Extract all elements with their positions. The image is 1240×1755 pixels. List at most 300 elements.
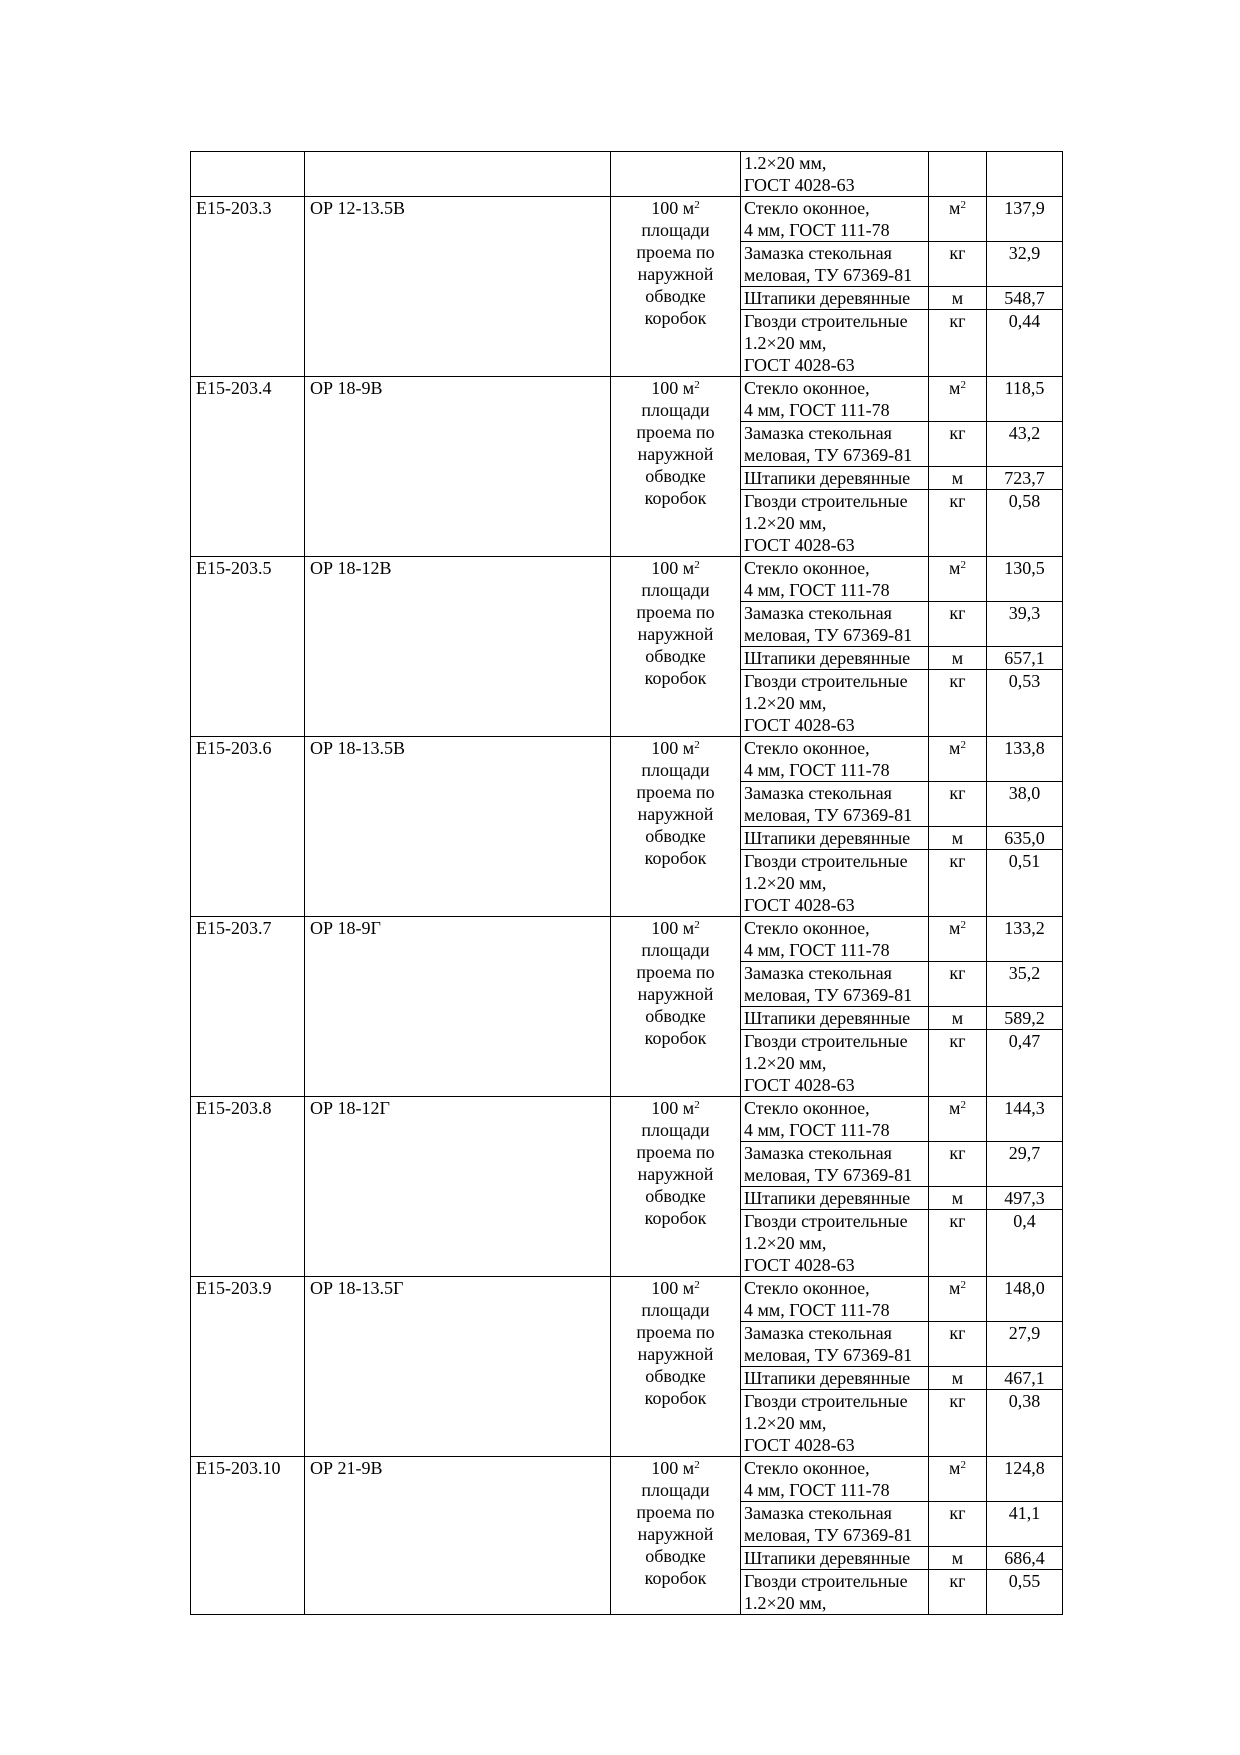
window-type-cell: ОР 18-13.5Г bbox=[305, 1277, 611, 1457]
unit-cell bbox=[929, 377, 987, 422]
text-line: ГОСТ 4028-63 bbox=[744, 1435, 855, 1455]
qty-cell: 0,58 bbox=[987, 490, 1063, 557]
unit-cell bbox=[929, 670, 987, 737]
text-line: Штапики деревянные bbox=[744, 648, 911, 668]
qty-cell: 686,4 bbox=[987, 1547, 1063, 1570]
text-line: 4 мм, ГОСТ 111-78 bbox=[744, 400, 890, 420]
text-line: наружной bbox=[637, 1164, 714, 1184]
unit-text: м bbox=[949, 378, 961, 398]
text-line: Стекло оконное, bbox=[744, 378, 870, 398]
text-line: Замазка стекольная bbox=[744, 1323, 892, 1343]
qty-cell: 635,0 bbox=[987, 827, 1063, 850]
text-line: обводке bbox=[645, 1186, 706, 1206]
unit-text: кг bbox=[949, 1143, 966, 1163]
unit-text: м bbox=[949, 738, 961, 758]
measure-amount bbox=[613, 557, 738, 579]
norm-code-cell: Е15-203.8 bbox=[191, 1097, 305, 1277]
text-line: Замазка стекольная bbox=[744, 963, 892, 983]
text-line: ГОСТ 4028-63 bbox=[744, 355, 855, 375]
measure-power: 2 bbox=[694, 379, 700, 391]
material-cell bbox=[741, 490, 929, 557]
unit-text: м bbox=[949, 558, 961, 578]
text-line: Штапики деревянные bbox=[744, 1008, 911, 1028]
unit-power: 2 bbox=[960, 379, 966, 391]
unit-power: 2 bbox=[960, 1279, 966, 1291]
unit-cell bbox=[929, 1390, 987, 1457]
unit-power: 2 bbox=[960, 739, 966, 751]
text-line: площади bbox=[641, 760, 710, 780]
text-line: ГОСТ 4028-63 bbox=[744, 535, 855, 555]
text-line: коробок bbox=[644, 1028, 707, 1048]
text-line: наружной bbox=[637, 984, 714, 1004]
qty-cell: 29,7 bbox=[987, 1142, 1063, 1187]
material-cell bbox=[741, 1322, 929, 1367]
material-cell bbox=[741, 467, 929, 490]
group-first-row bbox=[191, 377, 1063, 422]
text-line: меловая, ТУ 67369-81 bbox=[744, 1165, 913, 1185]
group-first-row bbox=[191, 1277, 1063, 1322]
measure-amount-text: 100 м bbox=[651, 1458, 695, 1478]
unit-text: м bbox=[951, 288, 964, 308]
text-line: 4 мм, ГОСТ 111-78 bbox=[744, 940, 890, 960]
unit-power: 2 bbox=[960, 1099, 966, 1111]
measure-amount bbox=[613, 197, 738, 219]
material-cell bbox=[741, 377, 929, 422]
unit-cell bbox=[929, 1502, 987, 1547]
unit-cell bbox=[929, 557, 987, 602]
unit-text: кг bbox=[949, 1323, 966, 1343]
qty-cell: 133,2 bbox=[987, 917, 1063, 962]
text-line: Замазка стекольная bbox=[744, 1143, 892, 1163]
text-line: 4 мм, ГОСТ 111-78 bbox=[744, 1480, 890, 1500]
qty-cell: 144,3 bbox=[987, 1097, 1063, 1142]
text-line: 4 мм, ГОСТ 111-78 bbox=[744, 1300, 890, 1320]
text-line: 1.2×20 мм, bbox=[744, 513, 827, 533]
text-line: 1.2×20 мм, bbox=[744, 693, 827, 713]
unit-text: кг bbox=[949, 243, 966, 263]
unit-cell bbox=[929, 1142, 987, 1187]
measure-cell bbox=[611, 152, 741, 197]
text-line: наружной bbox=[637, 444, 714, 464]
unit-text: м bbox=[949, 918, 961, 938]
window-type-cell: ОР 21-9В bbox=[305, 1457, 611, 1615]
unit-text: м bbox=[951, 1548, 964, 1568]
unit-text: м bbox=[949, 1278, 961, 1298]
unit-text: кг bbox=[949, 491, 966, 511]
text-line: меловая, ТУ 67369-81 bbox=[744, 805, 913, 825]
text-line: обводке bbox=[645, 286, 706, 306]
unit-cell bbox=[929, 490, 987, 557]
unit-power: 2 bbox=[960, 559, 966, 571]
text-line: коробок bbox=[644, 308, 707, 328]
measure-amount-text: 100 м bbox=[651, 1098, 695, 1118]
text-line: меловая, ТУ 67369-81 bbox=[744, 1345, 913, 1365]
unit-text: м bbox=[951, 468, 964, 488]
material-cell bbox=[741, 1097, 929, 1142]
unit-power: 2 bbox=[960, 1459, 966, 1471]
unit-text: кг bbox=[949, 963, 966, 983]
qty-cell: 27,9 bbox=[987, 1322, 1063, 1367]
text-line: коробок bbox=[644, 668, 707, 688]
qty-cell: 41,1 bbox=[987, 1502, 1063, 1547]
material-cell bbox=[741, 602, 929, 647]
text-line: меловая, ТУ 67369-81 bbox=[744, 1525, 913, 1545]
text-line: Замазка стекольная bbox=[744, 603, 892, 623]
unit-cell bbox=[929, 782, 987, 827]
text-line: площади bbox=[641, 220, 710, 240]
qty-cell: 467,1 bbox=[987, 1367, 1063, 1390]
qty-cell: 657,1 bbox=[987, 647, 1063, 670]
material-cell bbox=[741, 850, 929, 917]
measure-power: 2 bbox=[694, 1459, 700, 1471]
continuation-row bbox=[191, 152, 1063, 197]
material-cell bbox=[741, 422, 929, 467]
text-line: 1.2×20 мм, bbox=[744, 1053, 827, 1073]
measure-power: 2 bbox=[694, 559, 700, 571]
text-line: проема по bbox=[636, 242, 715, 262]
material-cell bbox=[741, 1502, 929, 1547]
qty-cell: 38,0 bbox=[987, 782, 1063, 827]
text-line: 1.2×20 мм, bbox=[744, 333, 827, 353]
material-cell bbox=[741, 310, 929, 377]
norms-table bbox=[190, 151, 1063, 1615]
group-first-row bbox=[191, 197, 1063, 242]
measure-unit-cell bbox=[611, 737, 741, 917]
material-cell bbox=[741, 827, 929, 850]
qty-cell: 39,3 bbox=[987, 602, 1063, 647]
unit-cell bbox=[929, 1457, 987, 1502]
material-cell bbox=[741, 1277, 929, 1322]
text-line: ГОСТ 4028-63 bbox=[744, 1075, 855, 1095]
qty-cell: 0,55 bbox=[987, 1570, 1063, 1615]
qty-cell: 124,8 bbox=[987, 1457, 1063, 1502]
unit-text: кг bbox=[949, 1571, 966, 1591]
text-line: коробок bbox=[644, 1388, 707, 1408]
measure-power: 2 bbox=[694, 199, 700, 211]
measure-amount-text: 100 м bbox=[651, 558, 695, 578]
qty-cell: 0,53 bbox=[987, 670, 1063, 737]
text-line: проема по bbox=[636, 602, 715, 622]
text-line: 1.2×20 мм, bbox=[744, 153, 827, 173]
norm-code-cell: Е15-203.4 bbox=[191, 377, 305, 557]
text-line: ГОСТ 4028-63 bbox=[744, 895, 855, 915]
text-line: наружной bbox=[637, 1524, 714, 1544]
unit-cell bbox=[929, 310, 987, 377]
material-cell bbox=[741, 152, 929, 197]
text-line: ГОСТ 4028-63 bbox=[744, 715, 855, 735]
unit-text: м bbox=[951, 1368, 964, 1388]
material-cell bbox=[741, 1367, 929, 1390]
unit-cell bbox=[929, 737, 987, 782]
unit-cell bbox=[929, 242, 987, 287]
text-line: 4 мм, ГОСТ 111-78 bbox=[744, 220, 890, 240]
unit-cell bbox=[929, 917, 987, 962]
unit-text: м bbox=[949, 1098, 961, 1118]
unit-cell bbox=[929, 287, 987, 310]
group-first-row bbox=[191, 737, 1063, 782]
measure-unit-cell bbox=[611, 1277, 741, 1457]
material-cell bbox=[741, 1570, 929, 1615]
text-line: наружной bbox=[637, 264, 714, 284]
material-cell bbox=[741, 557, 929, 602]
text-line: проема по bbox=[636, 782, 715, 802]
unit-cell bbox=[929, 1187, 987, 1210]
text-line: коробок bbox=[644, 1208, 707, 1228]
group-first-row bbox=[191, 557, 1063, 602]
material-cell bbox=[741, 1187, 929, 1210]
measure-unit-cell bbox=[611, 917, 741, 1097]
text-line: 4 мм, ГОСТ 111-78 bbox=[744, 760, 890, 780]
norm-code-cell: Е15-203.9 bbox=[191, 1277, 305, 1457]
text-line: Стекло оконное, bbox=[744, 738, 870, 758]
material-cell bbox=[741, 647, 929, 670]
measure-power: 2 bbox=[694, 739, 700, 751]
unit-cell bbox=[929, 602, 987, 647]
measure-amount-text: 100 м bbox=[651, 738, 695, 758]
text-line: ГОСТ 4028-63 bbox=[744, 1255, 855, 1275]
unit-cell bbox=[929, 1097, 987, 1142]
unit-cell bbox=[929, 1322, 987, 1367]
measure-amount bbox=[613, 1457, 738, 1479]
table-body bbox=[191, 152, 1063, 1615]
text-line: 4 мм, ГОСТ 111-78 bbox=[744, 580, 890, 600]
qty-cell bbox=[987, 152, 1063, 197]
unit-cell bbox=[929, 467, 987, 490]
qty-cell: 118,5 bbox=[987, 377, 1063, 422]
text-line: Гвозди строительные bbox=[744, 851, 908, 871]
text-line: 1.2×20 мм, bbox=[744, 873, 827, 893]
unit-power: 2 bbox=[960, 199, 966, 211]
material-cell bbox=[741, 670, 929, 737]
text-line: площади bbox=[641, 1120, 710, 1140]
text-line: площади bbox=[641, 940, 710, 960]
text-line: Замазка стекольная bbox=[744, 243, 892, 263]
measure-amount bbox=[613, 917, 738, 939]
norm-code-cell: Е15-203.5 bbox=[191, 557, 305, 737]
unit-cell bbox=[929, 197, 987, 242]
unit-power: 2 bbox=[960, 919, 966, 931]
material-cell bbox=[741, 197, 929, 242]
text-line: площади bbox=[641, 400, 710, 420]
measure-unit-cell bbox=[611, 1457, 741, 1615]
text-line: коробок bbox=[644, 848, 707, 868]
unit-text: кг bbox=[949, 1211, 966, 1231]
qty-cell: 0,4 bbox=[987, 1210, 1063, 1277]
material-cell bbox=[741, 287, 929, 310]
text-line: обводке bbox=[645, 1006, 706, 1026]
text-line: обводке bbox=[645, 1366, 706, 1386]
unit-text: кг bbox=[949, 423, 966, 443]
text-line: проема по bbox=[636, 1142, 715, 1162]
material-cell bbox=[741, 1457, 929, 1502]
text-line: Стекло оконное, bbox=[744, 1278, 870, 1298]
text-line: Стекло оконное, bbox=[744, 198, 870, 218]
unit-cell bbox=[929, 1570, 987, 1615]
code-cell bbox=[191, 152, 305, 197]
measure-unit-cell bbox=[611, 197, 741, 377]
qty-cell: 137,9 bbox=[987, 197, 1063, 242]
unit-cell bbox=[929, 827, 987, 850]
text-line: площади bbox=[641, 1300, 710, 1320]
unit-text: кг bbox=[949, 311, 966, 331]
measure-amount-text: 100 м bbox=[651, 198, 695, 218]
unit-cell bbox=[929, 1367, 987, 1390]
unit-cell bbox=[929, 1277, 987, 1322]
text-line: Штапики деревянные bbox=[744, 1548, 911, 1568]
text-line: Стекло оконное, bbox=[744, 558, 870, 578]
unit-text: кг bbox=[949, 603, 966, 623]
text-line: проема по bbox=[636, 1502, 715, 1522]
unit-text: м bbox=[951, 648, 964, 668]
text-line: Стекло оконное, bbox=[744, 1098, 870, 1118]
material-cell bbox=[741, 1547, 929, 1570]
type-cell bbox=[305, 152, 611, 197]
group-first-row bbox=[191, 917, 1063, 962]
material-cell bbox=[741, 1142, 929, 1187]
qty-cell: 0,38 bbox=[987, 1390, 1063, 1457]
text-line: Гвозди строительные bbox=[744, 1031, 908, 1051]
unit-cell bbox=[929, 1547, 987, 1570]
unit-cell bbox=[929, 1210, 987, 1277]
qty-cell: 0,51 bbox=[987, 850, 1063, 917]
measure-power: 2 bbox=[694, 1099, 700, 1111]
text-line: Замазка стекольная bbox=[744, 1503, 892, 1523]
text-line: Штапики деревянные bbox=[744, 1368, 911, 1388]
measure-amount-text: 100 м bbox=[651, 1278, 695, 1298]
window-type-cell: ОР 18-12Г bbox=[305, 1097, 611, 1277]
text-line: наружной bbox=[637, 624, 714, 644]
text-line: 4 мм, ГОСТ 111-78 bbox=[744, 1120, 890, 1140]
text-line: Гвозди строительные bbox=[744, 311, 908, 331]
text-line: меловая, ТУ 67369-81 bbox=[744, 265, 913, 285]
qty-cell: 589,2 bbox=[987, 1007, 1063, 1030]
measure-power: 2 bbox=[694, 1279, 700, 1291]
text-line: Гвозди строительные bbox=[744, 671, 908, 691]
text-line: Гвозди строительные bbox=[744, 491, 908, 511]
text-line: ГОСТ 4028-63 bbox=[744, 175, 855, 195]
text-line: Замазка стекольная bbox=[744, 423, 892, 443]
material-cell bbox=[741, 242, 929, 287]
unit-text: кг bbox=[949, 1391, 966, 1411]
material-cell bbox=[741, 1390, 929, 1457]
qty-cell: 43,2 bbox=[987, 422, 1063, 467]
text-line: наружной bbox=[637, 804, 714, 824]
text-line: проема по bbox=[636, 1322, 715, 1342]
unit-text: кг bbox=[949, 851, 966, 871]
unit-cell bbox=[929, 422, 987, 467]
material-cell bbox=[741, 782, 929, 827]
qty-cell: 133,8 bbox=[987, 737, 1063, 782]
unit-cell bbox=[929, 152, 987, 197]
text-line: 1.2×20 мм, bbox=[744, 1413, 827, 1433]
text-line: обводке bbox=[645, 646, 706, 666]
window-type-cell: ОР 18-12В bbox=[305, 557, 611, 737]
qty-cell: 35,2 bbox=[987, 962, 1063, 1007]
window-type-cell: ОР 18-9В bbox=[305, 377, 611, 557]
text-line: Штапики деревянные bbox=[744, 1188, 911, 1208]
measure-amount bbox=[613, 377, 738, 399]
unit-text: кг bbox=[949, 783, 966, 803]
qty-cell: 0,44 bbox=[987, 310, 1063, 377]
text-line: меловая, ТУ 67369-81 bbox=[744, 985, 913, 1005]
unit-text: кг bbox=[949, 671, 966, 691]
qty-cell: 497,3 bbox=[987, 1187, 1063, 1210]
text-line: 1.2×20 мм, bbox=[744, 1233, 827, 1253]
qty-cell: 548,7 bbox=[987, 287, 1063, 310]
group-first-row bbox=[191, 1457, 1063, 1502]
text-line: Замазка стекольная bbox=[744, 783, 892, 803]
text-line: обводке bbox=[645, 1546, 706, 1566]
text-line: наружной bbox=[637, 1344, 714, 1364]
qty-cell: 32,9 bbox=[987, 242, 1063, 287]
text-line: проема по bbox=[636, 962, 715, 982]
text-line: площади bbox=[641, 1480, 710, 1500]
measure-unit-cell bbox=[611, 557, 741, 737]
unit-cell bbox=[929, 1007, 987, 1030]
qty-cell: 148,0 bbox=[987, 1277, 1063, 1322]
unit-cell bbox=[929, 962, 987, 1007]
norm-code-cell: Е15-203.7 bbox=[191, 917, 305, 1097]
unit-text: м bbox=[949, 1458, 961, 1478]
text-line: Стекло оконное, bbox=[744, 918, 870, 938]
norm-code-cell: Е15-203.10 bbox=[191, 1457, 305, 1615]
text-line: обводке bbox=[645, 826, 706, 846]
unit-text: м bbox=[951, 1188, 964, 1208]
window-type-cell: ОР 18-9Г bbox=[305, 917, 611, 1097]
qty-cell: 130,5 bbox=[987, 557, 1063, 602]
text-line: Штапики деревянные bbox=[744, 468, 911, 488]
unit-text: кг bbox=[949, 1503, 966, 1523]
text-line: Гвозди строительные bbox=[744, 1211, 908, 1231]
material-cell bbox=[741, 737, 929, 782]
window-type-cell: ОР 12-13.5В bbox=[305, 197, 611, 377]
text-line: обводке bbox=[645, 466, 706, 486]
text-line: Гвозди строительные bbox=[744, 1571, 908, 1591]
unit-text: м bbox=[951, 828, 964, 848]
material-cell bbox=[741, 1007, 929, 1030]
text-line: меловая, ТУ 67369-81 bbox=[744, 445, 913, 465]
text-line: меловая, ТУ 67369-81 bbox=[744, 625, 913, 645]
measure-amount bbox=[613, 737, 738, 759]
group-first-row bbox=[191, 1097, 1063, 1142]
text-line: проема по bbox=[636, 422, 715, 442]
material-cell bbox=[741, 917, 929, 962]
unit-cell bbox=[929, 850, 987, 917]
measure-unit-cell bbox=[611, 1097, 741, 1277]
measure-power: 2 bbox=[694, 919, 700, 931]
window-type-cell: ОР 18-13.5В bbox=[305, 737, 611, 917]
qty-cell: 0,47 bbox=[987, 1030, 1063, 1097]
text-line: коробок bbox=[644, 1568, 707, 1588]
unit-text: кг bbox=[949, 1031, 966, 1051]
measure-unit-cell bbox=[611, 377, 741, 557]
qty-cell: 723,7 bbox=[987, 467, 1063, 490]
text-line: Стекло оконное, bbox=[744, 1458, 870, 1478]
unit-text: м bbox=[951, 1008, 964, 1028]
measure-amount bbox=[613, 1097, 738, 1119]
measure-amount-text: 100 м bbox=[651, 378, 695, 398]
measure-amount-text: 100 м bbox=[651, 918, 695, 938]
measure-amount bbox=[613, 1277, 738, 1299]
text-line: Штапики деревянные bbox=[744, 288, 911, 308]
text-line: Штапики деревянные bbox=[744, 828, 911, 848]
norm-code-cell: Е15-203.3 bbox=[191, 197, 305, 377]
text-line: площади bbox=[641, 580, 710, 600]
unit-cell bbox=[929, 647, 987, 670]
material-cell bbox=[741, 962, 929, 1007]
norm-code-cell: Е15-203.6 bbox=[191, 737, 305, 917]
text-line: 1.2×20 мм, bbox=[744, 1593, 827, 1613]
